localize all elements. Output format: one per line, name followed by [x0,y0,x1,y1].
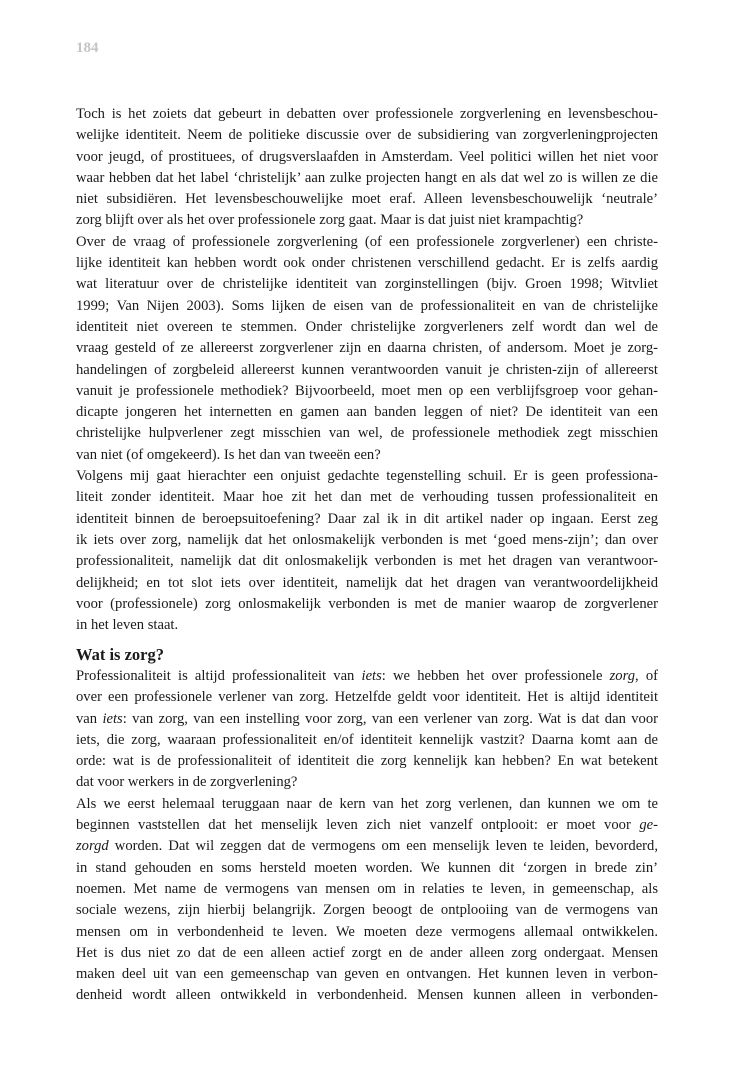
text-line [76,687,658,708]
text-segment: : van zorg, van een instelling voor zorg, van een verlener van zorg. Wat is dat dan voor [122,710,658,727]
section-heading: Wat is zorg? [76,645,164,664]
italic-text: iets [361,668,382,684]
text-line [76,858,658,879]
text-segment: denheid wordt alleen ontwikkeld in verbondenheid. Mensen kunnen alleen in verbonden- [76,987,658,1004]
text-line [76,168,658,189]
italic-text: iets [102,710,123,727]
text-segment: liteit zonder identiteit. Maar hoe zit het dan met de verhouding tussen professionaliteit en [76,489,658,506]
text-line [76,772,658,793]
text-segment: handelingen of zorgbeleid allereerst kunnen verantwoorden vanuit je christen-zijn of allereerst [76,361,658,378]
text-segment: lijke identiteit kan hebben wordt ook onder christenen verschillend gedacht. Er is zelfs aardig [76,255,658,272]
text-segment: iets, die zorg, waaraan professionaliteit en/of identiteit kennelijk vastzit? Daarna komt aan de [76,731,658,748]
italic-text: ge- [639,817,658,834]
text-segment: wat literatuur over de christelijke identiteit van zorginstellingen (bijv. Groen 1998; Witvliet [76,276,658,293]
text-line [76,751,658,772]
text-segment: beginnen vaststellen dat het menselijk leven zich niet vanzelf ontplooit: er moet voor [76,817,640,834]
text-segment: maken deel uit van een gemeenschap van geven en ontvangen. Het kunnen leven in verbon- [76,966,658,983]
text-line [76,402,658,423]
text-segment: Toch is het zoiets dat gebeurt in debatten over professionele zorgverlening en levensbeschou- [76,106,658,122]
text-line [76,125,658,146]
text-line [76,709,658,730]
text-segment: identiteit niet overeen te stemmen. Onder christelijke zorgverleners zelf wordt dan wel de [76,318,658,335]
text-line [76,964,658,985]
text-segment: dicapte jongeren het internetten en gamen aan banden leggen of niet? De identiteit van een [76,404,658,421]
body-text-wat-is-zorg [76,666,658,1007]
text-line [76,360,658,381]
text-line [76,666,658,687]
text-segment: sociale wezens, zijn hierbij belangrijk. Zorgen beoogt de ontplooiing van de vermogens van [76,902,658,919]
text-segment: Over de vraag of professionele zorgverlening (of een professionele zorgverlener) een christe- [76,233,658,250]
text-segment: , of [635,668,658,684]
italic-text: zorg [609,668,636,684]
text-segment: van niet (of omgekeerd). Is het dan van tweeën een? [76,446,381,463]
text-line [76,922,658,943]
text-line [76,189,658,210]
text-line [76,147,658,168]
text-segment: : we hebben het over professionele [381,668,610,684]
text-segment: delijkheid; en tot slot iets over identiteit, namelijk dat het dragen van verantwoordelijkheid [76,574,658,591]
text-segment: welijke identiteit. Neem de politieke discussie over de subsidiering van zorgverleningprojecten [76,127,658,144]
text-line [76,317,658,338]
text-line [76,900,658,921]
text-segment: 1999; Van Nijen 2003). Soms lijken de eisen van de professionaliteit en van de christelijke [76,297,658,314]
text-segment: dat voor werkers in de zorgverlening? [76,774,298,791]
text-segment: in stand gehouden en soms hersteld moeten worden. We kunnen dit ‘zorgen in brede zin’ [76,859,658,876]
text-line [76,423,658,444]
text-segment: waar hebben dat het label ‘christelijk’ aan zulke projecten hangt en als dat wel zo is willen ze die [76,169,658,186]
text-line [76,104,658,125]
text-line [76,210,658,231]
text-line [76,530,658,551]
text-segment: noemen. Met name de vermogens van mensen om in relaties te leven, in gemeenschap, als [76,880,658,897]
text-line [76,338,658,359]
italic-text: zorgd [76,838,109,855]
text-line [76,594,658,615]
text-segment: voor jeugd, of prostituees, of drugsverslaafden in Amsterdam. Veel politici willen het niet voor [76,148,658,165]
text-line [76,232,658,253]
text-line [76,985,658,1006]
body-text-intro [76,104,658,636]
text-segment: christelijke hulpverlener zegt misschien van wel, de professionele methodiek zegt misschien [76,425,658,442]
text-line [76,730,658,751]
text-line [76,794,658,815]
text-line [76,815,658,836]
text-line [76,573,658,594]
text-line [76,615,658,636]
text-line [76,296,658,317]
text-line [76,466,658,487]
text-segment: van [76,710,103,727]
text-segment: in het leven staat. [76,617,179,634]
text-line [76,445,658,466]
text-line [76,879,658,900]
text-segment: professionaliteit, namelijk dat dit onlosmakelijk verbonden is met het dragen van verantwoor- [76,553,658,570]
text-line [76,943,658,964]
text-line [76,487,658,508]
text-line [76,274,658,295]
text-segment: voor (professionele) zorg onlosmakelijk verbonden is met de manier waarop de zorgverlener [76,595,658,612]
text-segment: orde: wat is de professionaliteit of identiteit die zorg kennelijk kan hebben? En wat betekent [76,753,658,770]
text-segment: Het is dus niet zo dat de een alleen actief zorgt en de ander alleen zorg ondergaat. Mensen [76,944,658,961]
text-segment: mensen om in verbondenheid te leven. We moeten deze vermogens allemaal ontwikkelen. [76,923,658,940]
text-line [76,836,658,857]
text-segment: vraag gesteld of ze allereerst zorgverlener zijn en daarna christen, of andersom. Moet je zorg- [76,340,658,357]
text-segment: vanuit je professionele methodiek? Bijvoorbeeld, moet men op een verblijfsgroep voor gehan- [76,382,658,399]
text-segment: over een professionele verlener van zorg. Hetzelfde geldt voor identiteit. Het is altijd identiteit [76,689,658,706]
text-line [76,253,658,274]
text-line [76,509,658,530]
text-segment: Als we eerst helemaal teruggaan naar de kern van het zorg verlenen, dan kunnen we om te [76,795,658,812]
text-segment: niet subsidiëren. Het levensbeschouwelijke moet eraf. Alleen levensbeschouwelijk ‘neutrale’ [76,191,658,208]
text-segment: zorg blijft over als het over professionele zorg gaat. Maar is dat juist niet krampachtig? [76,212,584,229]
text-segment: worden. Dat wil zeggen dat de vermogens om een menselijk leven te leiden, bevorderd, [108,838,658,855]
text-segment: identiteit binnen de beroepsuitoefening? Daar zal ik in dit artikel nader op ingaan. Eerst zeg [76,510,658,527]
text-segment: ik iets over zorg, namelijk dat het onlosmakelijk verbonden is met ‘goed mens-zijn’; dan over [76,531,658,548]
text-line [76,381,658,402]
text-segment: Volgens mij gaat hierachter een onjuist gedachte tegenstelling schuil. Er is geen professiona- [76,468,658,485]
text-line [76,551,658,572]
text-segment: Professionaliteit is altijd professionaliteit van [76,668,362,684]
page-number: 184 [76,40,99,56]
